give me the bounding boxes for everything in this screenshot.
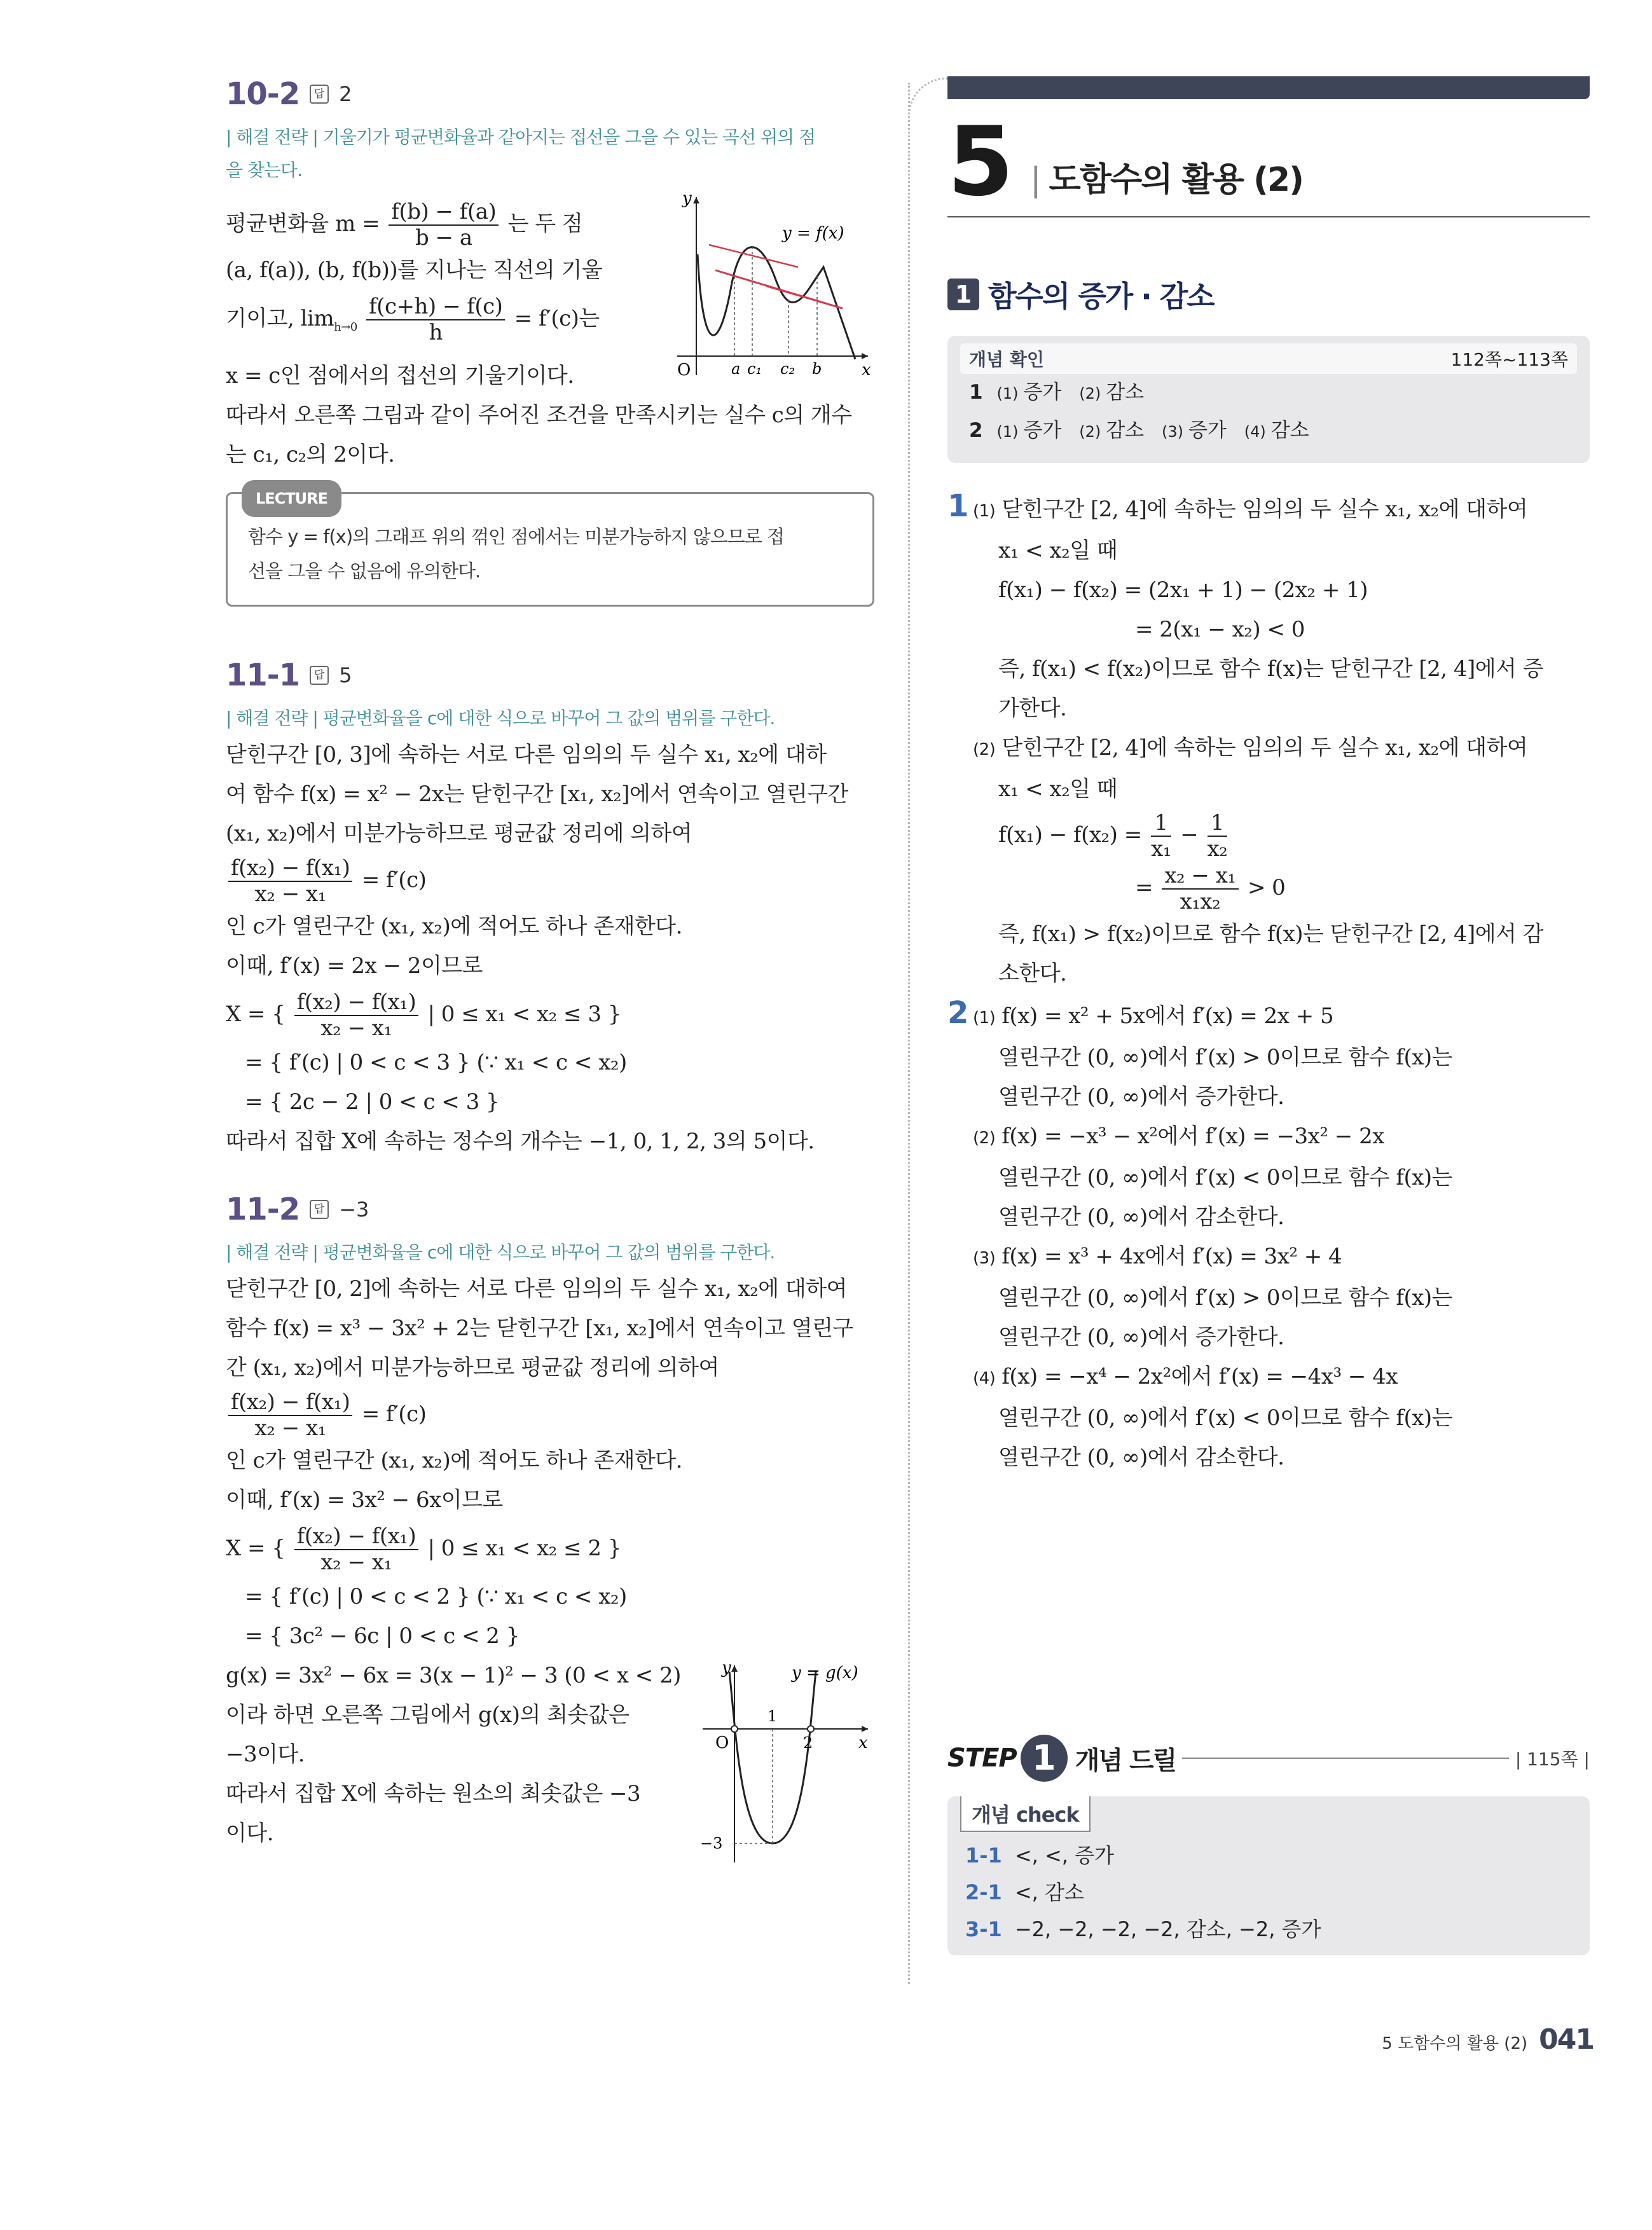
denominator: x₂ − x₁ — [254, 1415, 326, 1441]
denominator: x₂ − x₁ — [254, 881, 326, 907]
solutions — [947, 486, 1590, 1477]
text-line — [226, 853, 874, 907]
sub-number: (3) — [973, 1249, 996, 1269]
problem-header — [226, 1192, 874, 1227]
origin-label: O — [715, 1733, 729, 1752]
solution-line: 열린구간 (0, ∞)에서 감소한다. — [998, 1445, 1284, 1471]
check-key: 1-1 — [965, 1843, 1002, 1868]
y-axis-arrow — [693, 197, 699, 203]
solution-strategy: | 해결 전략 | 평균변화율을 c에 대한 식으로 바꾸어 그 값의 범위를 구한다. — [226, 707, 775, 729]
text-line: (a, f(a)), (b, f(b))를 지나는 직선의 기울 — [226, 258, 603, 284]
step-word: STEP — [947, 1744, 1017, 1773]
text-line: −3이다. — [226, 1742, 305, 1768]
lecture-tag: LECTURE — [242, 480, 341, 517]
tick-label-minus-3: −3 — [700, 1834, 723, 1852]
tick-label-2: 2 — [803, 1733, 813, 1752]
text-line: 따라서 오른쪽 그림과 같이 주어진 조건을 만족시키는 실수 c의 개수 — [226, 402, 852, 428]
text-line: x = c인 점에서의 접선의 기울기이다. — [226, 362, 574, 389]
text-line: = { f′(c) | 0 < c < 3 } (∵ x₁ < c < x₂) — [245, 1049, 627, 1075]
solution-line: x₁ < x₂일 때 — [998, 538, 1118, 563]
fraction — [389, 200, 499, 251]
strategy-line: 을 찾는다. — [226, 160, 302, 181]
item-number: (4) — [1244, 423, 1266, 441]
check-row — [960, 1911, 1590, 1948]
solution-line: 즉, f(x₁) < f(x₂)이므로 함수 f(x)는 닫힌구간 [2, 4]에서 증 — [998, 656, 1544, 682]
answer-value: −3 — [339, 1197, 369, 1222]
section-number-badge: 1 — [947, 279, 979, 310]
solution-line — [947, 486, 1590, 531]
numerator: f(x₂) − f(x₁) — [294, 1524, 418, 1550]
problem-11-1 — [226, 657, 874, 1161]
solution-line — [947, 862, 1590, 914]
fraction — [228, 856, 352, 907]
step-page: | 115쪽 | — [1515, 1749, 1590, 1770]
lecture-box — [226, 489, 874, 607]
text-line: 인 c가 열린구간 (x₁, x₂)에 적어도 하나 존재한다. — [226, 1448, 682, 1474]
problem-11-2 — [226, 1192, 874, 1853]
concept-check-box — [947, 1796, 1590, 1955]
solution-line: 열린구간 (0, ∞)에서 증가한다. — [998, 1325, 1284, 1351]
text-line — [226, 1387, 874, 1441]
text-line: 간 (x₁, x₂)에서 미분가능하므로 평균값 정리에 의하여 — [226, 1354, 719, 1380]
lecture-line: 함수 y = f(x)의 그래프 위의 꺾인 점에서는 미분가능하지 않으므로 접 — [248, 525, 784, 547]
text-line: 이때, f′(x) = 3x² − 6x이므로 — [226, 1487, 503, 1513]
item-answer: 증가 — [1023, 419, 1062, 442]
sub-number: (2) — [973, 740, 996, 759]
text-line: (x₁, x₂)에서 미분가능하므로 평균값 정리에 의하여 — [226, 820, 692, 846]
curve-f — [698, 247, 855, 359]
text-run: 기이고, lim — [226, 306, 334, 332]
fraction — [1151, 811, 1171, 862]
numerator: 1 — [1208, 811, 1228, 837]
problem-number: 11-1 — [226, 657, 300, 693]
item-number: (1) — [996, 423, 1019, 441]
sub-number: (4) — [973, 1369, 996, 1389]
fraction — [366, 294, 505, 345]
item-number: (2) — [1079, 385, 1101, 403]
text-line: 이라 하면 오른쪽 그림에서 g(x)의 최솟값은 — [226, 1702, 630, 1728]
tick-label-b: b — [812, 360, 822, 378]
column-divider — [908, 83, 910, 1984]
text-line: 여 함수 f(x) = x² − 2x는 닫힌구간 [x₁, x₂]에서 연속이고 열린구간 — [226, 781, 848, 807]
row-number: 1 — [969, 381, 983, 404]
y-axis-label: y — [682, 191, 692, 208]
text-run: − — [1180, 822, 1199, 848]
solution-line: 열린구간 (0, ∞)에서 f′(x) < 0이므로 함수 f(x)는 — [998, 1165, 1452, 1191]
text-line: g(x) = 3x² − 6x = 3(x − 1)² − 3 (0 < x < 2) — [226, 1663, 681, 1689]
numerator: 1 — [1151, 811, 1171, 837]
text-run: X = { — [226, 1536, 286, 1562]
problem-number: 10-2 — [226, 76, 300, 112]
item-answer: 감소 — [1270, 419, 1309, 442]
tick-label-a: a — [731, 360, 741, 378]
strategy-line: | 해결 전략 | 기울기가 평균변화율과 같아지는 접선을 그을 수 있는 곡선 위의 점 — [226, 127, 816, 148]
lecture-line: 선을 그을 수 없음에 유의한다. — [248, 560, 481, 582]
solution-line — [947, 728, 1590, 769]
concept-pages: 112쪽~113쪽 — [1450, 349, 1568, 370]
fraction — [294, 990, 418, 1041]
problem-header — [226, 76, 874, 112]
curve-label: y = g(x) — [792, 1663, 858, 1683]
solution-line: f(x₁) − f(x₂) = (2x₁ + 1) − (2x₂ + 1) — [998, 577, 1368, 603]
chapter-header — [947, 107, 1590, 217]
text-run: = f′(c)는 — [514, 306, 600, 332]
text-line: 이다. — [226, 1820, 273, 1847]
solution-strategy: | 해결 전략 | 평균변화율을 c에 대한 식으로 바꾸어 그 값의 범위를 구한다. — [226, 1241, 775, 1263]
item-answer: 감소 — [1106, 419, 1145, 442]
text-line: 함수 f(x) = x³ − 3x² + 2는 닫힌구간 [x₁, x₂]에서 연속이고 열린구 — [226, 1315, 853, 1341]
sub-number: (1) — [973, 1008, 996, 1028]
fraction — [294, 1524, 418, 1575]
graph-g — [696, 1659, 874, 1869]
text-line: 따라서 집합 X에 속하는 원소의 최솟값은 −3 — [226, 1781, 641, 1807]
solution-line: x₁ < x₂일 때 — [998, 776, 1118, 802]
origin-label: O — [677, 361, 691, 380]
answer-icon: 답 — [310, 85, 329, 104]
numerator: f(x₂) − f(x₁) — [228, 856, 352, 882]
solution-line — [947, 1237, 1590, 1278]
concept-label: 개념 확인 — [969, 349, 1044, 370]
text-run: | 0 ≤ x₁ < x₂ ≤ 3 } — [427, 1001, 621, 1027]
text-run: f(x) = −x³ − x²에서 f′(x) = −3x² − 2x — [1002, 1124, 1384, 1150]
answer-icon: 답 — [310, 666, 329, 685]
solution-line: 소한다. — [998, 961, 1067, 987]
check-value: <, <, 증가 — [1014, 1843, 1114, 1868]
item-number: (1) — [996, 385, 1019, 403]
text-line: 닫힌구간 [0, 2]에 속하는 서로 다른 임의의 두 실수 x₁, x₂에 대하여 — [226, 1276, 847, 1302]
fraction — [1208, 811, 1228, 862]
chapter-separator: | — [1030, 161, 1040, 199]
sub-number: (2) — [973, 1129, 996, 1148]
problem-number: 11-2 — [226, 1191, 300, 1227]
item-answer: 감소 — [1106, 381, 1145, 404]
row-number: 2 — [969, 419, 983, 442]
solution-strategy — [226, 121, 874, 187]
check-value: <, 감소 — [1014, 1880, 1084, 1904]
text-line: = { 3c² − 6c | 0 < c < 2 } — [245, 1623, 520, 1649]
step-rule — [1182, 1758, 1509, 1759]
curve-label: y = f(x) — [782, 224, 844, 243]
check-tag: 개념 check — [960, 1796, 1091, 1832]
text-line: = { f′(c) | 0 < c < 2 } (∵ x₁ < c < x₂) — [245, 1584, 627, 1610]
text-run: = f′(c) — [361, 1401, 427, 1427]
check-row — [960, 1874, 1590, 1911]
sub-number: (1) — [973, 502, 996, 521]
graph-mean-value — [671, 191, 874, 382]
denominator: h — [429, 320, 443, 346]
limit-subscript: h→0 — [334, 320, 357, 334]
section-title: 함수의 증가 · 감소 — [988, 279, 1214, 313]
section-header — [947, 273, 1214, 315]
y-axis-arrow — [731, 1665, 738, 1672]
text-line: 는 c₁, c₂의 2이다. — [226, 441, 395, 467]
open-point-0 — [731, 1726, 738, 1732]
answer-icon: 답 — [310, 1200, 329, 1219]
numerator: f(x₂) − f(x₁) — [294, 990, 418, 1016]
column-divider-curve — [908, 78, 948, 118]
chapter-title-text: 도함수의 활용 (2) — [1049, 161, 1303, 199]
footer-chapter: 5 도함수의 활용 (2) — [1382, 2034, 1528, 2053]
step-header — [947, 1733, 1590, 1784]
item-answer: 증가 — [1188, 419, 1227, 442]
check-key: 2-1 — [965, 1880, 1002, 1904]
denominator: x₂ — [1207, 836, 1228, 862]
text-run: f(x) = −x⁴ − 2x²에서 f′(x) = −4x³ − 4x — [1002, 1364, 1398, 1390]
item-number: (3) — [1161, 423, 1183, 441]
text-run: f(x₁) − f(x₂) = — [998, 822, 1142, 848]
text-run: = f′(c) — [361, 867, 427, 893]
numerator: f(b) − f(a) — [389, 200, 499, 226]
text-run: > 0 — [1247, 875, 1286, 901]
x-axis-arrow — [862, 1726, 868, 1732]
item-number: (2) — [1079, 423, 1101, 441]
text-run: f(x) = x³ + 4x에서 f′(x) = 3x² + 4 — [1002, 1244, 1342, 1270]
text-run: = — [1135, 875, 1153, 901]
solution-line: = 2(x₁ − x₂) < 0 — [1135, 617, 1305, 642]
x-axis-arrow — [862, 353, 868, 359]
solution-line — [947, 809, 1590, 862]
solution-number: 1 — [947, 488, 968, 524]
chapter-title — [1030, 153, 1303, 200]
text-run: 닫힌구간 [2, 4]에 속하는 임의의 두 실수 x₁, x₂에 대하여 — [1002, 735, 1528, 761]
text-line — [226, 1520, 874, 1577]
x-axis-label: x — [858, 1733, 868, 1752]
item-answer: 증가 — [1023, 381, 1062, 404]
solution-line — [947, 1117, 1590, 1158]
answer-value: 5 — [339, 663, 352, 687]
fraction — [228, 1390, 352, 1441]
page-footer — [1382, 2023, 1593, 2056]
text-line: 인 c가 열린구간 (x₁, x₂)에 적어도 하나 존재한다. — [226, 913, 682, 939]
concept-confirm-box — [947, 336, 1590, 463]
text-line: = { 2c − 2 | 0 < c < 3 } — [245, 1089, 500, 1115]
tick-label-c2: c₂ — [780, 360, 795, 378]
text-run: f(x) = x² + 5x에서 f′(x) = 2x + 5 — [1002, 1003, 1334, 1029]
text-run: 는 두 점 — [507, 211, 583, 237]
text-line: 따라서 집합 X에 속하는 정수의 개수는 −1, 0, 1, 2, 3의 5이다. — [226, 1128, 815, 1154]
solution-line: 열린구간 (0, ∞)에서 감소한다. — [998, 1204, 1284, 1230]
solution-line: 열린구간 (0, ∞)에서 f′(x) > 0이므로 함수 f(x)는 — [998, 1045, 1452, 1071]
answer-value: 2 — [339, 82, 352, 106]
solution-line — [947, 993, 1590, 1038]
solution-line: 열린구간 (0, ∞)에서 증가한다. — [998, 1084, 1284, 1110]
concept-header — [960, 343, 1577, 374]
problem-10-2 — [226, 76, 874, 607]
open-point-2 — [808, 1726, 814, 1732]
concept-row-1 — [960, 374, 1577, 412]
solution-line: 열린구간 (0, ∞)에서 f′(x) > 0이므로 함수 f(x)는 — [998, 1285, 1452, 1311]
text-line: 이때, f′(x) = 2x − 2이므로 — [226, 953, 483, 979]
denominator: x₁x₂ — [1180, 889, 1221, 915]
numerator: f(x₂) − f(x₁) — [228, 1390, 352, 1416]
step-title: 개념 드릴 — [1075, 1745, 1176, 1775]
numerator: x₂ − x₁ — [1162, 864, 1238, 890]
check-key: 3-1 — [965, 1917, 1002, 1941]
step-number: 1 — [1021, 1735, 1068, 1782]
fraction — [1162, 864, 1238, 914]
text-line: 닫힌구간 [0, 3]에 속하는 서로 다른 임의의 두 실수 x₁, x₂에 대하 — [226, 741, 827, 767]
solution-line: 열린구간 (0, ∞)에서 f′(x) < 0이므로 함수 f(x)는 — [998, 1405, 1452, 1431]
solution-line — [947, 1357, 1590, 1398]
solution-line: 즉, f(x₁) > f(x₂)이므로 함수 f(x)는 닫힌구간 [2, 4]에서 감 — [998, 921, 1544, 947]
problem-header — [226, 657, 874, 693]
check-value: −2, −2, −2, −2, 감소, −2, 증가 — [1014, 1917, 1321, 1941]
concept-row-2 — [960, 412, 1577, 450]
text-run: | 0 ≤ x₁ < x₂ ≤ 2 } — [427, 1536, 621, 1562]
denominator: x₂ − x₁ — [320, 1550, 392, 1576]
chapter-top-bar — [947, 76, 1590, 99]
denominator: b − a — [415, 225, 472, 251]
text-run: X = { — [226, 1001, 286, 1027]
solution-number: 2 — [947, 995, 968, 1031]
text-run: 평균변화율 m = — [226, 211, 387, 237]
check-row — [960, 1837, 1590, 1874]
page-number: 041 — [1539, 2023, 1593, 2056]
denominator: x₂ − x₁ — [320, 1015, 392, 1041]
chapter-number: 5 — [947, 107, 1014, 217]
y-axis-label: y — [722, 1658, 731, 1677]
denominator: x₁ — [1151, 836, 1171, 862]
numerator: f(c+h) − f(c) — [366, 294, 505, 320]
tick-label-1: 1 — [767, 1707, 778, 1725]
left-column — [226, 76, 874, 1853]
text-run: 닫힌구간 [2, 4]에 속하는 임의의 두 실수 x₁, x₂에 대하여 — [1002, 497, 1528, 522]
text-line — [226, 986, 874, 1043]
x-axis-label: x — [862, 361, 871, 380]
tick-label-c1: c₁ — [747, 360, 762, 378]
solution-line: 가한다. — [998, 696, 1067, 721]
